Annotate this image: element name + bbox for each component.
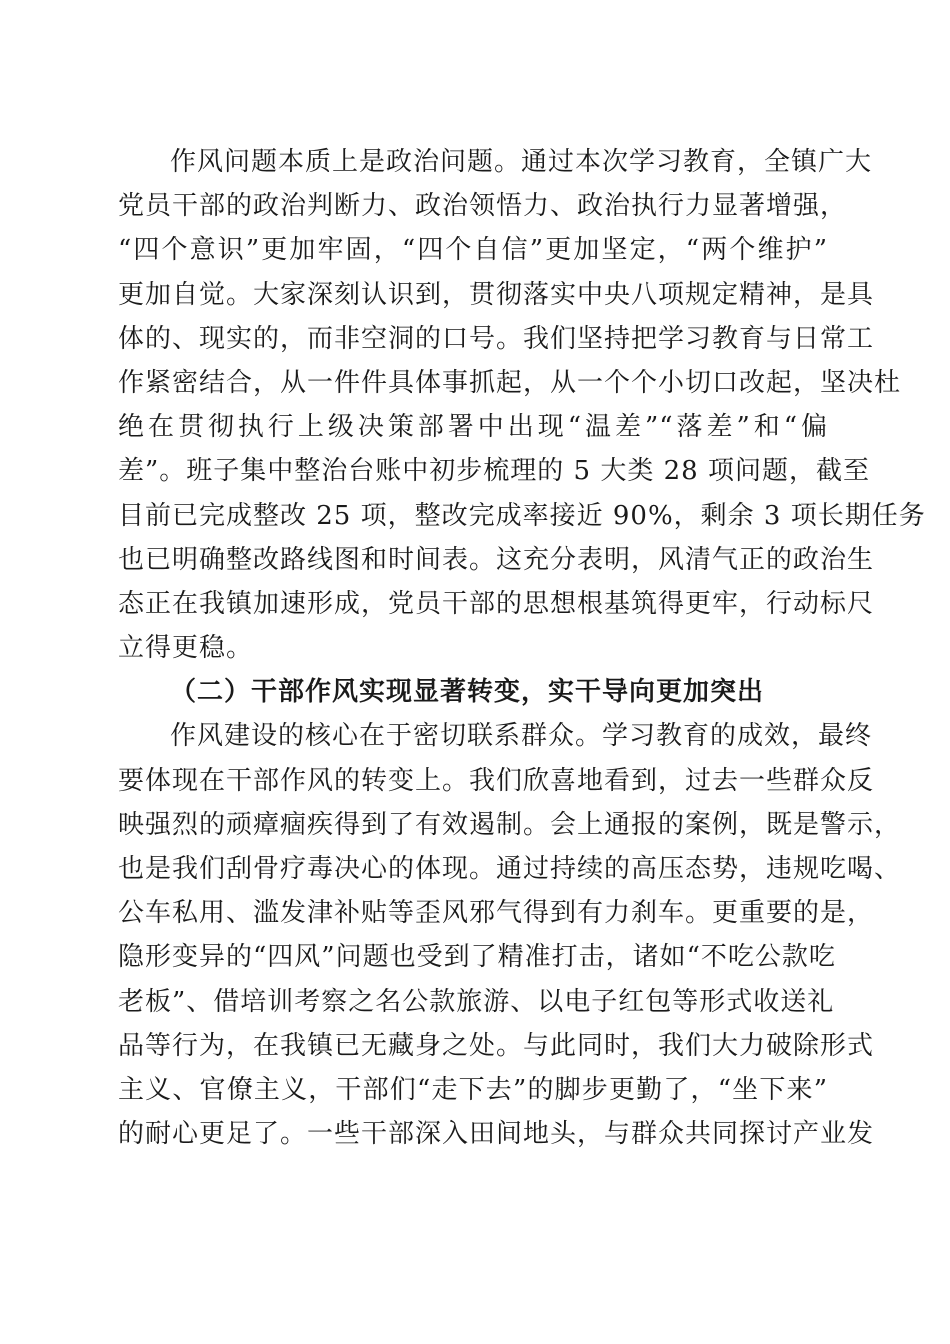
- paragraph-line: 隐形变异的“四风”问题也受到了精准打击，诸如“不吃公款吃: [118, 942, 836, 973]
- paragraph-line: 老板”、借培训考察之名公款旅游、以电子红包等形式收送礼: [118, 986, 835, 1017]
- document-body: [118, 140, 926, 1156]
- paragraph-line: 绝在贯彻执行上级决策部署中出现“温差”“落差”和“偏: [118, 412, 828, 443]
- paragraph-line: 的耐心更足了。一些干部深入田间地头，与群众共同探讨产业发: [118, 1119, 875, 1150]
- paragraph-line: 立得更稳。: [118, 633, 254, 664]
- paragraph-line: 作紧密结合，从一件件具体事抓起，从一个个小切口改起，坚决杜: [118, 367, 902, 398]
- section-heading: （二）干部作风实现显著转变，实干导向更加突出: [170, 677, 765, 708]
- paragraph-line: 品等行为，在我镇已无藏身之处。与此同时，我们大力破除形式: [118, 1030, 875, 1061]
- paragraph-line: 目前已完成整改 25 项，整改完成率接近 90%，剩余 3 项长期任务: [118, 500, 926, 531]
- paragraph-line: 要体现在干部作风的转变上。我们欣喜地看到，过去一些群众反: [118, 765, 875, 796]
- paragraph-line: 作风建设的核心在于密切联系群众。学习教育的成效，最终: [170, 721, 873, 752]
- paragraph-line: 体的、现实的，而非空洞的口号。我们坚持把学习教育与日常工: [118, 323, 875, 354]
- paragraph-line: 也已明确整改路线图和时间表。这充分表明，风清气正的政治生: [118, 544, 875, 575]
- paragraph-line: 态正在我镇加速形成，党员干部的思想根基筑得更牢，行动标尺: [118, 588, 875, 619]
- paragraph-line: “四个意识”更加牢固，“四个自信”更加坚定，“两个维护”: [118, 235, 828, 266]
- paragraph-line: 更加自觉。大家深刻认识到，贯彻落实中央八项规定精神，是具: [118, 279, 875, 310]
- paragraph-line: 映强烈的顽瘴痼疾得到了有效遏制。会上通报的案例，既是警示，: [118, 809, 902, 840]
- paragraph-line: 差”。班子集中整治台账中初步梳理的 5 大类 28 项问题，截至: [118, 456, 870, 487]
- paragraph-line: 公车私用、滥发津补贴等歪风邪气得到有力刹车。更重要的是，: [118, 898, 875, 929]
- paragraph-line: 主义、官僚主义，干部们“走下去”的脚步更勤了，“坐下来”: [118, 1074, 828, 1105]
- paragraph-line: 作风问题本质上是政治问题。通过本次学习教育，全镇广大: [170, 147, 873, 177]
- paragraph-line: 党员干部的政治判断力、政治领悟力、政治执行力显著增强，: [118, 191, 848, 222]
- paragraph-line: 也是我们刮骨疗毒决心的体现。通过持续的高压态势，违规吃喝、: [118, 854, 902, 884]
